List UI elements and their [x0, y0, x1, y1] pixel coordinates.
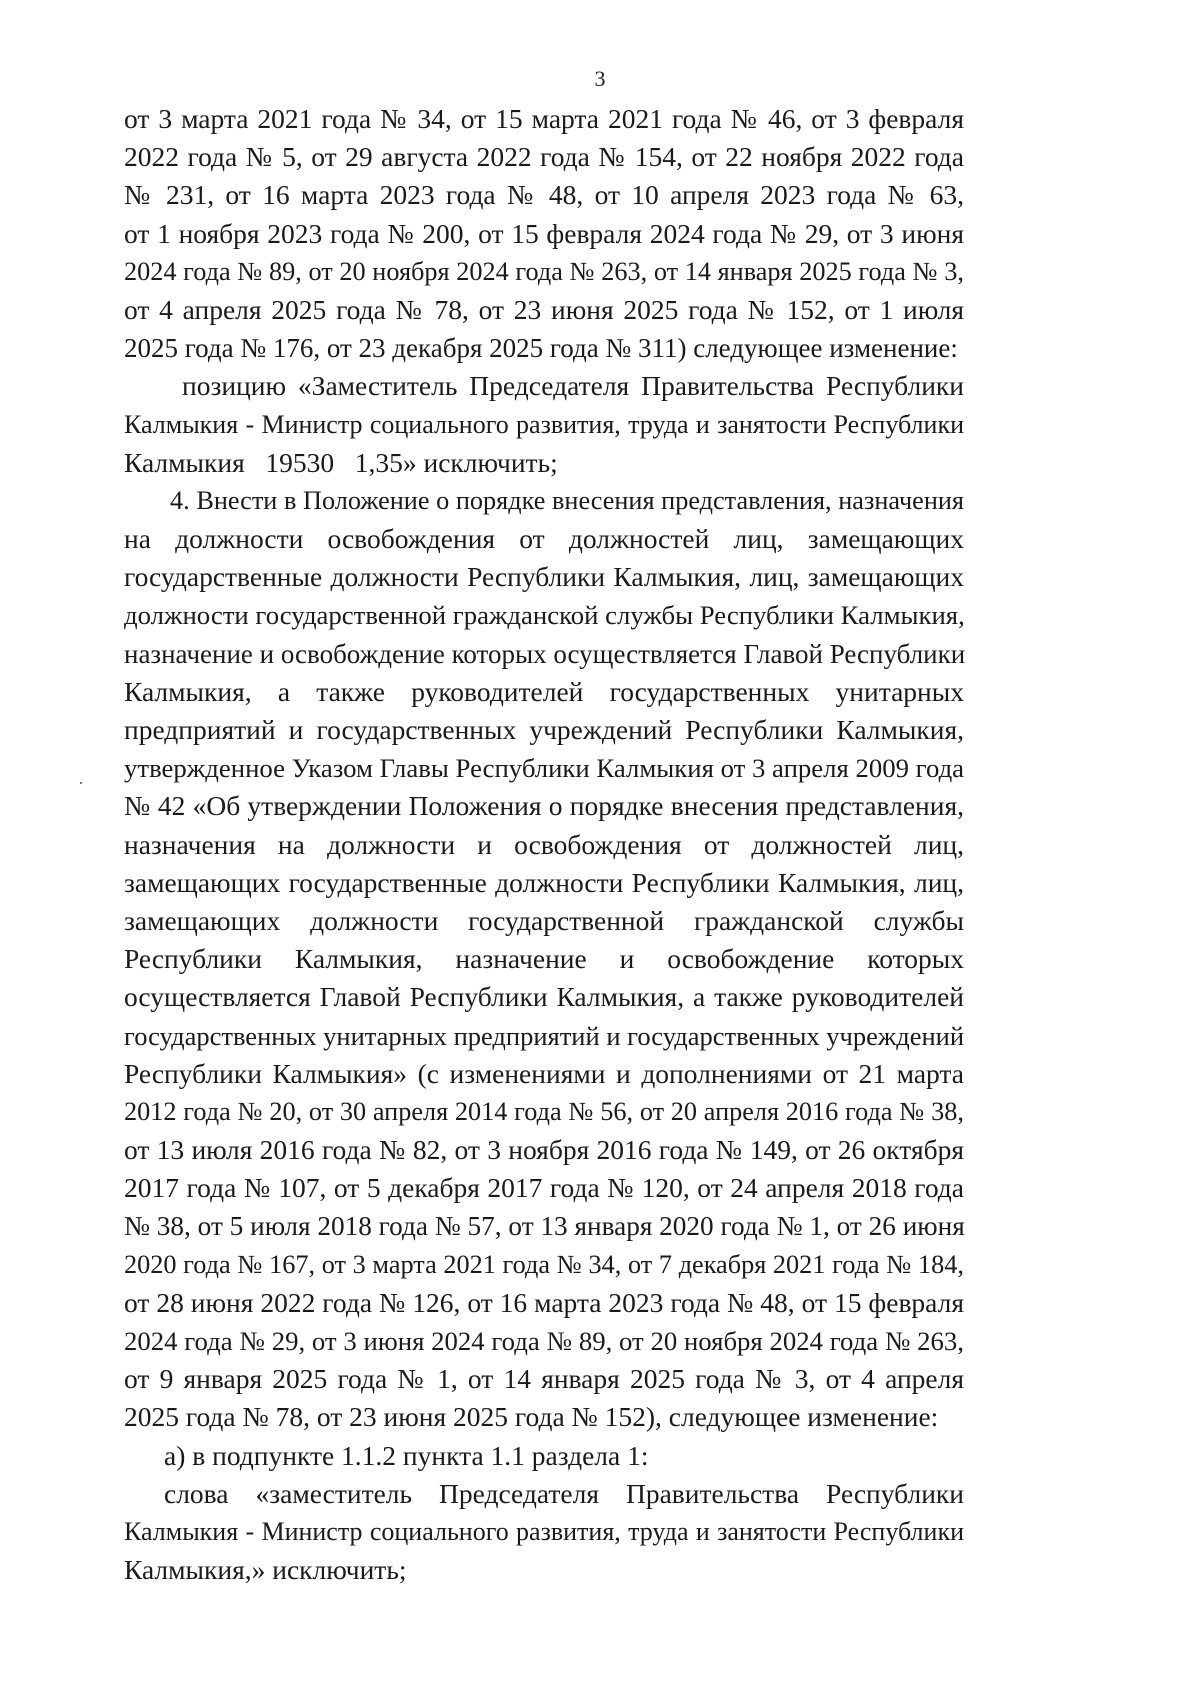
text-line: позицию «Заместитель Председателя Правительства Республики — [182, 370, 964, 402]
text-line: Республики Калмыкия, назначение и освобождение которых — [124, 943, 964, 975]
text-line: на должности освобождения от должностей лиц, замещающих — [124, 523, 964, 555]
text-line: а) в подпункте 1.1.2 пункта 1.1 раздела 1: — [164, 1439, 649, 1471]
text-line: от 13 июля 2016 года № 82, от 3 ноября 2016 года № 149, от 26 октября — [124, 1134, 964, 1166]
text-line: 2020 года № 167, от 3 марта 2021 года № 34, от 7 декабря 2021 года № 184, — [124, 1249, 964, 1279]
text-line: предприятий и государственных учреждений Республики Калмыкия, — [124, 714, 964, 745]
text-line: № 231, от 16 марта 2023 года № 48, от 10 апреля 2023 года № 63, — [124, 179, 964, 211]
paragraph-amendment-list-continuation — [124, 100, 964, 367]
paragraph-words-exclusion — [124, 1475, 964, 1590]
text-line: 2012 года № 20, от 30 апреля 2014 года № 56, от 20 апреля 2016 года № 38, — [124, 1096, 964, 1126]
text-line: государственные должности Республики Калмыкия, лиц, замещающих — [124, 561, 964, 593]
text-line: 2022 года № 5, от 29 августа 2022 года № 154, от 22 ноября 2022 года — [124, 141, 964, 173]
text-line: 2025 года № 78, от 23 июня 2025 года № 152), следующее изменение: — [124, 1401, 939, 1433]
text-line: Калмыкия, а также руководителей государственных унитарных — [124, 675, 964, 707]
text-line: № 38, от 5 июля 2018 года № 57, от 13 января 2020 года № 1, от 26 июня — [124, 1211, 965, 1242]
text-line: 2017 года № 107, от 5 декабря 2017 года № 120, от 24 апреля 2018 года — [124, 1172, 964, 1204]
text-line: назначение и освобождение которых осуществляется Главой Республики — [124, 638, 966, 669]
text-line: от 28 июня 2022 года № 126, от 16 марта 2023 года № 48, от 15 февраля — [124, 1286, 964, 1318]
text-line: государственных унитарных предприятий и государственных учреждений — [124, 1020, 964, 1051]
paragraph-position-exclusion — [124, 367, 964, 482]
document-body — [124, 100, 964, 1589]
text-line: 2024 года № 29, от 3 июня 2024 года № 89, от 20 ноября 2024 года № 263, — [124, 1326, 964, 1356]
text-line: должности государственной гражданской службы Республики Калмыкия, — [124, 600, 965, 631]
text-line: от 4 апреля 2025 года № 78, от 23 июня 2025 года № 152, от 1 июля — [124, 293, 964, 325]
text-line: замещающих государственные должности Республики Калмыкия, лиц, — [124, 866, 964, 898]
text-line: Калмыкия - Министр социального развития, труда и занятости Республики — [124, 409, 964, 439]
text-line: назначения на должности и освобождения от должностей лиц, — [124, 828, 964, 860]
text-line: осуществляется Главой Республики Калмыкия, а также руководителей — [124, 981, 964, 1013]
paragraph-subitem-a — [124, 1437, 964, 1475]
scan-speck — [80, 782, 82, 784]
text-line: замещающих должности государственной гражданской службы — [124, 904, 964, 936]
text-line: Калмыкия 19530 1,35» исключить; — [124, 446, 558, 478]
text-line: утвержденное Указом Главы Республики Калмыкия от 3 апреля 2009 года — [124, 753, 965, 784]
text-line: от 1 ноября 2023 года № 200, от 15 февраля 2024 года № 29, от 3 июня — [124, 217, 964, 249]
text-line: слова «заместитель Председателя Правительства Республики — [164, 1477, 964, 1509]
text-line: от 9 января 2025 года № 1, от 14 января 2025 года № 3, от 4 апреля — [124, 1363, 964, 1395]
text-line: 4. Внести в Положение о порядке внесения представления, назначения — [170, 485, 964, 515]
text-line: 2025 года № 176, от 23 декабря 2025 года № 311) следующее изменение: — [124, 333, 958, 364]
page-number: 3 — [594, 66, 606, 91]
text-line: 2024 года № 89, от 20 ноября 2024 года № 263, от 14 января 2025 года № 3, — [124, 256, 964, 286]
text-line: от 3 марта 2021 года № 34, от 15 марта 2021 года № 46, от 3 февраля — [124, 103, 964, 134]
text-line: Калмыкия,» исключить; — [124, 1554, 407, 1586]
text-line: Республики Калмыкия» (с изменениями и дополнениями от 21 марта — [124, 1057, 964, 1089]
paragraph-item-4 — [124, 482, 964, 1437]
text-line: № 42 «Об утверждении Положения о порядке внесения представления, — [124, 790, 964, 822]
text-line: Калмыкия - Министр социального развития, труда и занятости Республики — [124, 1516, 964, 1546]
